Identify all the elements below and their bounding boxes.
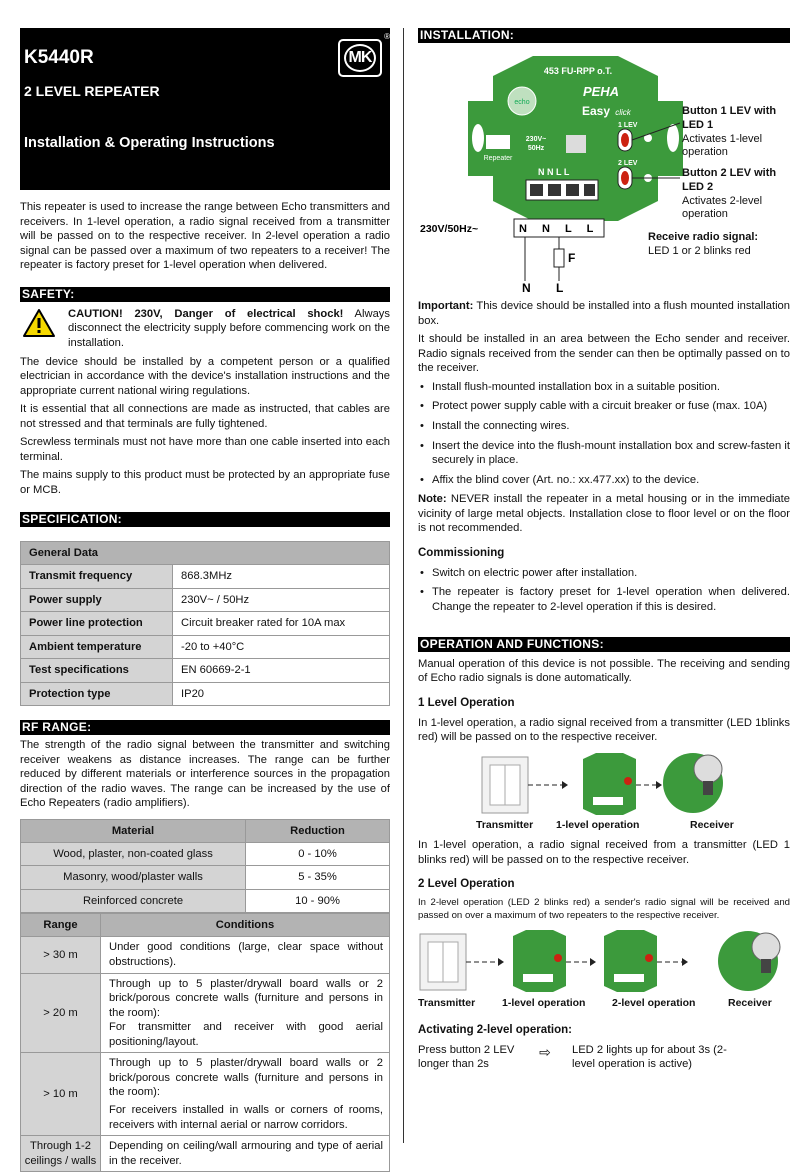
- left-column: [20, 28, 390, 1172]
- conditions-cell: [101, 973, 390, 1053]
- neutral-label: N: [522, 281, 531, 293]
- rf-range-heading: RF RANGE:: [20, 720, 390, 735]
- repeater-device: [468, 56, 683, 221]
- range-cell: > 20 m: [21, 973, 101, 1053]
- spec-group: General Data: [21, 541, 390, 565]
- table-row: [21, 1053, 390, 1136]
- activate-instruction: Press button 2 LEV longer than 2s: [418, 1043, 515, 1071]
- caption-receiver: Receiver: [728, 997, 772, 1010]
- condition-text: For receivers installed in walls or corners of rooms, receivers with internal aerial or narrow corridors.: [109, 1104, 383, 1131]
- note-bold: Note:: [418, 493, 447, 506]
- document-title: Installation & Operating Instructions: [24, 134, 275, 151]
- area-text: It should be installed in an area between the Echo sender and receiver. Radio signals received from the sender can then be optimally passed on to the receiver.: [418, 333, 790, 375]
- caution-bold: CAUTION! 230V, Danger of electrical shock!: [68, 307, 344, 320]
- list-item: • Affix the blind cover (Art. no.: xx.477.xx) to the device.: [418, 473, 790, 488]
- table-row: [21, 659, 390, 683]
- rating-hz: 50Hz: [527, 145, 545, 152]
- caption-1-level: 1-level operation: [502, 997, 586, 1010]
- repeater-icon: [583, 753, 636, 815]
- product-code: K5440R: [24, 47, 94, 68]
- important-text: [418, 299, 790, 328]
- brand-peha: PEHA: [582, 84, 620, 99]
- list-item: • Protect power supply cable with a circuit breaker or fuse (max. 10A): [418, 399, 790, 414]
- material-cell: Wood, plaster, non-coated glass: [21, 842, 246, 866]
- spec-value: 230V~ / 50Hz: [173, 588, 390, 612]
- table-row: [21, 842, 390, 866]
- conditions-cell: [101, 1053, 390, 1136]
- level1-text: In 1-level operation, a radio signal received from a transmitter (LED 1blinks red) will be passed on to the respective receiver.: [418, 716, 790, 744]
- installation-diagram: [418, 43, 790, 293]
- btn2-desc: Activates 2-level operation: [682, 194, 763, 221]
- specification-heading: SPECIFICATION:: [20, 512, 390, 527]
- note-text: [418, 492, 790, 536]
- spec-label: Ambient temperature: [21, 635, 173, 659]
- spec-label: Power supply: [21, 588, 173, 612]
- list-item: • Install the connecting wires.: [418, 419, 790, 434]
- table-row: [21, 565, 390, 589]
- safety-paragraph: It is essential that all connections are made as instructed, that cables are not stressed and that terminals are fully tightened.: [20, 403, 390, 430]
- brand-click: click: [615, 108, 631, 117]
- caution-rest: Always disconnect the electricity supply before commencing work on the installation.: [68, 307, 390, 349]
- commissioning-heading: Commissioning: [418, 546, 505, 559]
- range-table: [20, 913, 390, 1172]
- activating-row: [418, 1043, 790, 1072]
- lev1-small-label: 1 LEV: [618, 122, 638, 129]
- level1-captions: [418, 819, 790, 833]
- caption-2-level: 2-level operation: [612, 997, 696, 1010]
- spec-value: 868.3MHz: [173, 565, 390, 589]
- conditions-cell: [101, 937, 390, 973]
- level2-diagram: [418, 928, 790, 994]
- rf-range-text: The strength of the radio signal between the transmitter and switching receiver weakens as distance increases. The range can be further reduced by different materials or interference sources in the propagation direction of the radio waves. The range can be increased by the use of Echo Repeaters (radio amplifiers).: [20, 739, 390, 810]
- range-header: Range: [21, 914, 101, 937]
- intro-text: This repeater is used to increase the range between Echo transmitters and receivers. In 1-level operation, a radio signal received from a transmitter will be passed on to the respective receiver. In 2-level operation a radio signal can be passed over a maximum of two repeaters to a receiver! The repeater is factory preset for 1-level operation when delivered.: [20, 201, 391, 272]
- conditions-cell: [101, 1136, 390, 1172]
- table-row: [21, 889, 390, 913]
- repeater-label: Repeater: [483, 155, 513, 162]
- caption-receiver: Receiver: [690, 818, 734, 831]
- safety-paragraph: The device should be installed by a competent person or a qualified electrician in accordance with the device's installation instructions and the appropriate current national wiring regulations.: [20, 355, 390, 397]
- list-item: • Switch on electric power after installation.: [418, 566, 790, 581]
- repeater-symbol-icon: [486, 135, 510, 149]
- spec-label: Protection type: [21, 682, 173, 706]
- conditions-header: Conditions: [101, 914, 390, 937]
- activating-heading: Activating 2-level operation:: [418, 1023, 573, 1036]
- title-block: [20, 28, 390, 190]
- device-label: 453 FU-RPP o.T.: [543, 66, 613, 76]
- reduction-cell: 5 - 35%: [246, 866, 390, 890]
- table-row: [21, 635, 390, 659]
- repeater-icon: [604, 930, 657, 992]
- spec-value: IP20: [173, 682, 390, 706]
- level2-captions: [418, 997, 790, 1011]
- material-cell: Reinforced concrete: [21, 889, 246, 913]
- condition-text: Depending on ceiling/wall armouring and type of aerial in the receiver.: [109, 1140, 383, 1167]
- installation-steps: [418, 380, 790, 487]
- condition-text: For transmitter and receiver with good aerial positioning/layout.: [109, 1021, 383, 1048]
- reduction-header: Reduction: [246, 819, 390, 842]
- safety-heading: SAFETY:: [20, 287, 390, 302]
- ce-mark-icon: [566, 135, 586, 153]
- spec-value: EN 60669-2-1: [173, 659, 390, 683]
- table-row: [21, 973, 390, 1053]
- btn1-title: Button 1 LEV with LED 1: [682, 105, 777, 131]
- receiver-icon: [718, 931, 780, 991]
- table-row: [21, 588, 390, 612]
- table-row: [21, 612, 390, 636]
- receive-desc: LED 1 or 2 blinks red: [648, 244, 751, 257]
- terminal-block-labels: N N L L: [519, 223, 600, 235]
- important-rest: This device should be installed into a flush mounted installation box.: [418, 300, 790, 327]
- mk-logo-text: MK: [344, 44, 376, 72]
- range-cell: Through 1-2 ceilings / walls: [21, 1136, 101, 1172]
- fuse-label: F: [568, 251, 576, 265]
- arrow-right-icon: ⇨: [539, 1043, 551, 1060]
- table-row: [21, 937, 390, 973]
- receiver-icon: [663, 753, 723, 813]
- spec-value: Circuit breaker rated for 10A max: [173, 612, 390, 636]
- operation-intro: Manual operation of this device is not possible. The receiving and sending of Echo radio signals is done automatically.: [418, 657, 790, 685]
- list-item: • Insert the device into the flush-mount installation box and screw-fasten it securely in place.: [418, 439, 790, 468]
- product-subtitle: 2 LEVEL REPEATER: [24, 82, 160, 99]
- warning-icon: [22, 308, 56, 338]
- table-row: [21, 1136, 390, 1172]
- btn1-desc: Activates 1-level operation: [682, 132, 763, 159]
- brand-easy: Easy: [581, 104, 611, 118]
- mains-label: 230V/50Hz~: [420, 223, 479, 235]
- spec-label: Transmit frequency: [21, 565, 173, 589]
- safety-paragraph: The mains supply to this product must be protected by an appropriate fuse or MCB.: [20, 469, 390, 496]
- spec-label: Test specifications: [21, 659, 173, 683]
- installation-heading: INSTALLATION:: [418, 28, 790, 43]
- btn2-title: Button 2 LEV with LED 2: [682, 167, 777, 193]
- caption-transmitter: Transmitter: [476, 818, 534, 831]
- range-cell: > 10 m: [21, 1053, 101, 1136]
- material-cell: Masonry, wood/plaster walls: [21, 866, 246, 890]
- caption-transmitter: Transmitter: [418, 997, 476, 1010]
- caption-1-level: 1-level operation: [556, 818, 640, 831]
- safety-paragraph: Screwless terminals must not have more than one cable inserted into each terminal.: [20, 436, 390, 463]
- list-item: • Install flush-mounted installation box in a suitable position.: [418, 380, 790, 395]
- commissioning-steps: [418, 566, 790, 615]
- range-cell: > 30 m: [21, 937, 101, 973]
- receive-title: Receive radio signal:: [648, 231, 759, 243]
- terminal-labels: N N L L: [538, 167, 570, 177]
- level1-heading: 1 Level Operation: [418, 696, 515, 709]
- level2-heading: 2 Level Operation: [418, 878, 515, 891]
- level1-text-2: In 1-level operation, a radio signal received from a transmitter (LED 1 blinks red) will be passed on to the respective receiver.: [418, 839, 790, 866]
- important-bold: Important:: [418, 300, 474, 312]
- reduction-cell: 0 - 10%: [246, 842, 390, 866]
- table-row: [21, 866, 390, 890]
- rating-label: 230V~: [525, 136, 547, 143]
- condition-text: Through up to 5 plaster/drywall board walls or 2 brick/porous concrete walls (furniture and persons in the room):: [109, 977, 383, 1019]
- list-item: • The repeater is factory preset for 1-level operation when delivered. Change the repeater to 2-level operation if this is desired.: [418, 585, 790, 614]
- live-label: L: [556, 281, 564, 293]
- material-header: Material: [21, 819, 246, 842]
- spec-table: [20, 541, 390, 707]
- level2-text: In 2-level operation (LED 2 blinks red) a sender's radio signal will be received and passed on over a maximum of two repeaters to the respective receiver.: [418, 897, 790, 921]
- spec-value: -20 to +40°C: [173, 635, 390, 659]
- note-rest: NEVER install the repeater in a metal housing or in the immediate vicinity of large metal objects. Installation close to floor level or on the floor is not recommended.: [418, 493, 790, 535]
- level1-diagram: [418, 751, 790, 819]
- echo-mark: echo: [514, 99, 530, 106]
- repeater-icon: [513, 930, 566, 992]
- condition-text: Under good conditions (large, clear space without obstructions).: [109, 941, 383, 968]
- mk-logo: [338, 39, 382, 77]
- table-row: [21, 682, 390, 706]
- material-table: [20, 819, 390, 914]
- lev2-small-label: 2 LEV: [618, 160, 638, 167]
- column-divider: [403, 28, 404, 1143]
- operation-heading: OPERATION AND FUNCTIONS:: [418, 637, 790, 652]
- activate-result: LED 2 lights up for about 3s (2-level operation is active): [572, 1043, 727, 1071]
- registered-mark: ®: [384, 32, 390, 41]
- right-column: [418, 28, 790, 1072]
- reduction-cell: 10 - 90%: [246, 889, 390, 913]
- spec-label: Power line protection: [21, 612, 173, 636]
- condition-text: Through up to 5 plaster/drywall board walls or 2 brick/porous concrete walls (furniture and persons in the room):: [109, 1057, 383, 1099]
- fuse-icon: [554, 249, 564, 267]
- caution-block: [20, 307, 390, 351]
